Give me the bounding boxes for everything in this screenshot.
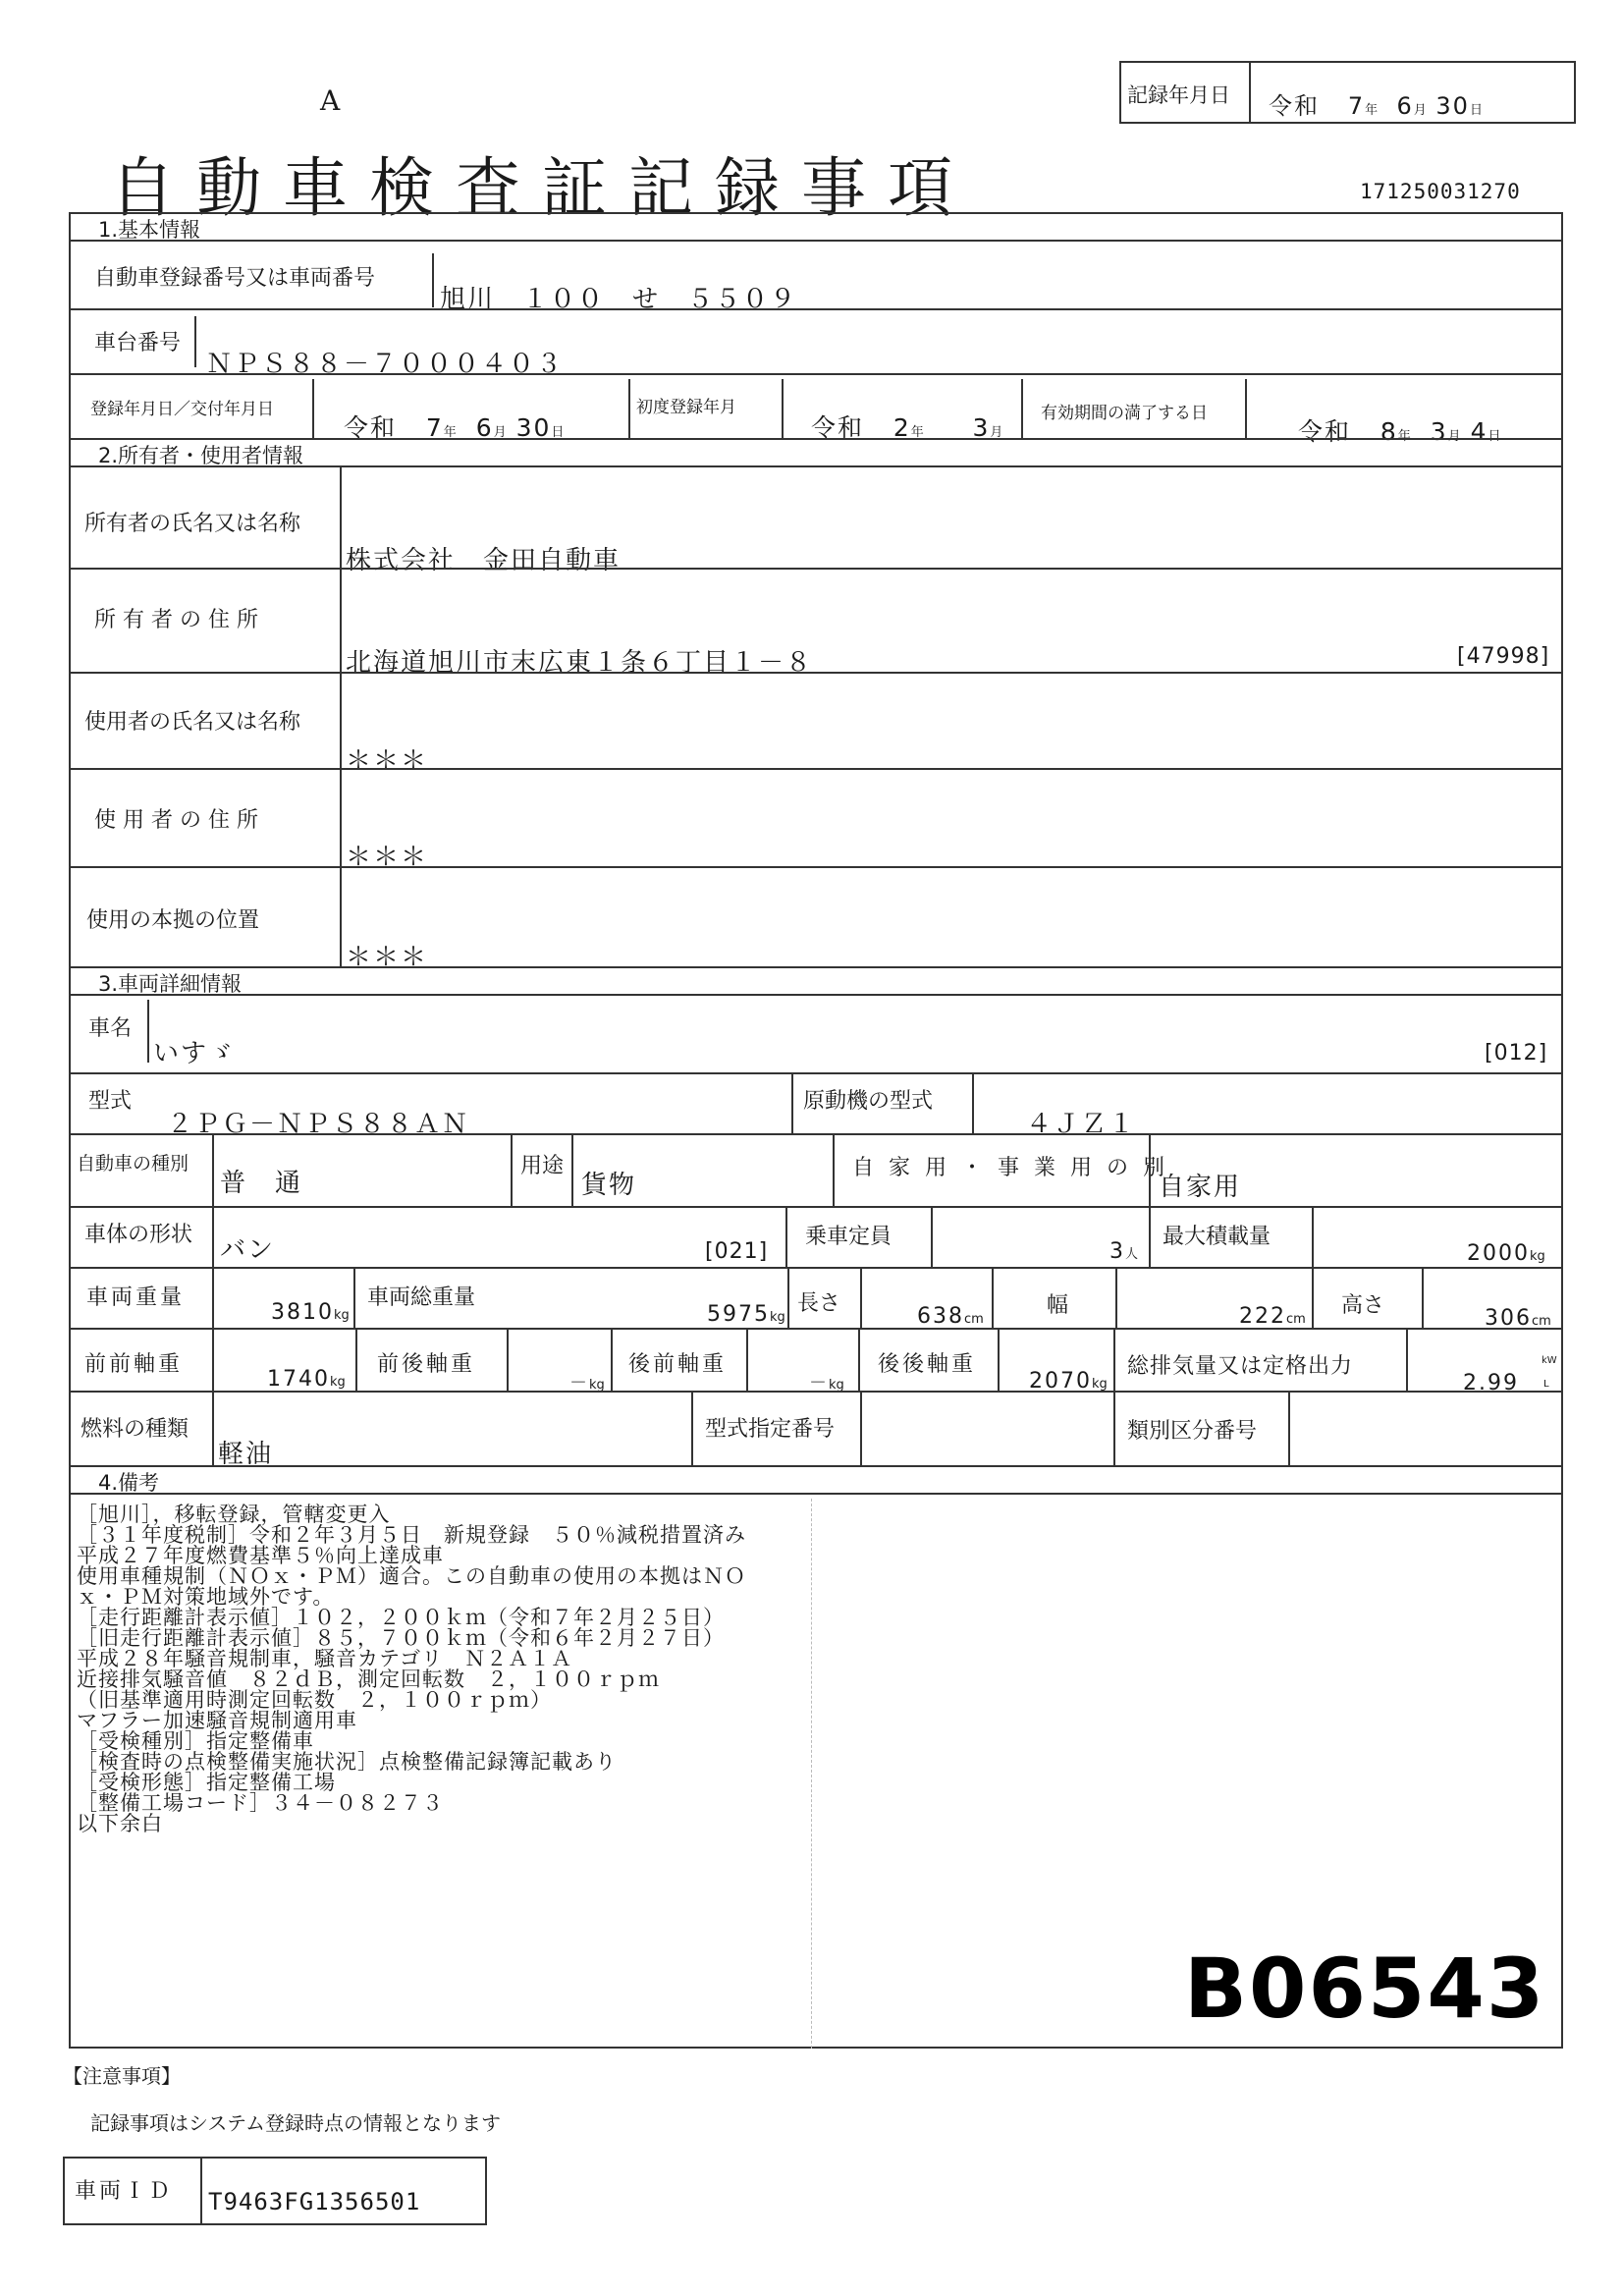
displacement-unit-l: L bbox=[1543, 1379, 1549, 1390]
vehicle-weight-label: 車両重量 bbox=[86, 1285, 186, 1310]
owner-address-label: 所 有 者 の 住 所 bbox=[94, 608, 258, 632]
ff-axle-label: 前前軸重 bbox=[84, 1352, 184, 1377]
remark-line: 平成２７年度燃費基準５％向上達成車 bbox=[77, 1544, 444, 1567]
model-value: ２ＰＧ－ＮＰＳ８８ＡＮ bbox=[167, 1110, 470, 1139]
remark-line: ［走行距離計表示値］１０２，２００ｋｍ（令和７年２月２５日） bbox=[77, 1606, 725, 1629]
vehicle-type-label: 自動車の種別 bbox=[77, 1153, 189, 1175]
fuel-value: 軽油 bbox=[218, 1440, 274, 1469]
user-name-label: 使用者の氏名又は名称 bbox=[84, 710, 301, 735]
engine-model-value: ４ＪＺ１ bbox=[1026, 1110, 1137, 1139]
first-reg-label: 初度登録年月 bbox=[636, 398, 736, 417]
usage-value: 貨物 bbox=[581, 1171, 637, 1200]
expiry-label: 有効期間の満了する日 bbox=[1041, 404, 1208, 423]
record-date-label: 記録年月日 bbox=[1127, 83, 1230, 107]
gross-weight-label: 車両総重量 bbox=[367, 1285, 476, 1310]
car-name-label: 車名 bbox=[88, 1016, 133, 1041]
remark-line: （旧基準適用時測定回転数 ２，１００ｒｐｍ） bbox=[77, 1688, 552, 1712]
capacity-value: 3人 bbox=[1109, 1239, 1139, 1264]
remark-line: 使用車種規制（ＮＯｘ・ＰＭ）適合。この自動車の使用の本拠はＮＯ bbox=[77, 1564, 746, 1588]
remark-line: ［３１年度税制］令和２年３月５日 新規登録 ５０％減税措置済み bbox=[77, 1523, 746, 1547]
remark-line: ｘ・ＰＭ対策地域外です。 bbox=[77, 1585, 335, 1609]
remark-line: 以下余白 bbox=[77, 1812, 163, 1835]
owner-name-label: 所有者の氏名又は名称 bbox=[84, 512, 301, 536]
max-load-value: 2000kg bbox=[1467, 1241, 1545, 1266]
notes-title: 【注意事項】 bbox=[63, 2064, 181, 2088]
corner-letter: A bbox=[320, 84, 341, 117]
user-address-value: ＊＊＊ bbox=[346, 843, 429, 872]
vehicle-id-value: T9463FG1356501 bbox=[208, 2188, 421, 2215]
displacement-label: 総排気量又は定格出力 bbox=[1127, 1354, 1354, 1379]
type-designation-label: 型式指定番号 bbox=[705, 1417, 836, 1442]
fr-axle-value: －kg bbox=[569, 1373, 605, 1394]
height-label: 高さ bbox=[1341, 1293, 1385, 1318]
remark-line: ［検査時の点検整備実施状況］点検整備記録簿記載あり bbox=[77, 1750, 617, 1774]
vehicle-id-label: 車両ＩＤ bbox=[75, 2179, 174, 2204]
gross-weight-value: 5975kg bbox=[707, 1302, 785, 1327]
max-load-label: 最大積載量 bbox=[1163, 1225, 1271, 1249]
owner-address-code: [47998] bbox=[1457, 644, 1550, 669]
model-label: 型式 bbox=[88, 1089, 133, 1114]
base-location-value: ＊＊＊ bbox=[346, 943, 429, 972]
private-business-label: 自 家 用 ・ 事 業 用 の 別 bbox=[852, 1156, 1168, 1180]
stamp-number: B06543 bbox=[1184, 1941, 1546, 2037]
vehicle-type-value: 普 通 bbox=[220, 1169, 303, 1198]
notes-text: 記録事項はシステム登録時点の情報となります bbox=[90, 2111, 501, 2135]
rr-axle-label: 後後軸重 bbox=[878, 1352, 977, 1377]
reg-date-label: 登録年月日／交付年月日 bbox=[90, 400, 274, 419]
car-name-value: いすゞ bbox=[153, 1039, 237, 1068]
fr-axle-label: 前後軸重 bbox=[377, 1352, 476, 1377]
length-label: 長さ bbox=[797, 1291, 841, 1316]
width-label: 幅 bbox=[1047, 1293, 1069, 1318]
category-label: 類別区分番号 bbox=[1127, 1419, 1258, 1444]
user-name-value: ＊＊＊ bbox=[346, 746, 429, 776]
car-name-code: [012] bbox=[1485, 1041, 1548, 1066]
displacement-value: 2.99 bbox=[1463, 1371, 1519, 1395]
private-business-value: 自家用 bbox=[1159, 1173, 1242, 1202]
rf-axle-label: 後前軸重 bbox=[628, 1352, 728, 1377]
reg-date-value: 令和 7年 6月 30日 bbox=[344, 413, 565, 442]
base-location-label: 使用の本拠の位置 bbox=[86, 908, 260, 933]
section-2-title: 2.所有者・使用者情報 bbox=[98, 444, 304, 467]
height-value: 306cm bbox=[1485, 1306, 1551, 1331]
body-shape-label: 車体の形状 bbox=[84, 1223, 193, 1247]
chassis-label: 車台番号 bbox=[94, 331, 182, 355]
body-shape-code: [021] bbox=[705, 1239, 769, 1264]
ff-axle-value: 1740kg bbox=[267, 1367, 346, 1392]
remark-line: ［旭川］，移転登録，管轄変更入 bbox=[77, 1503, 391, 1526]
section-3-title: 3.車両詳細情報 bbox=[98, 972, 243, 996]
section-4-title: 4.備考 bbox=[98, 1471, 160, 1495]
record-date-value: 令和 7年 6月 30日 bbox=[1269, 92, 1483, 120]
section-1-title: 1.基本情報 bbox=[98, 218, 201, 242]
body-shape-value: バン bbox=[220, 1235, 276, 1265]
remark-line: ［旧走行距離計表示値］８５，７００ｋｍ（令和６年２月２７日） bbox=[77, 1626, 725, 1650]
usage-label: 用途 bbox=[520, 1154, 565, 1178]
document-number: 171250031270 bbox=[1360, 180, 1521, 203]
page-title: 自動車検査証記録事項 bbox=[110, 150, 974, 226]
owner-name-value: 株式会社 金田自動車 bbox=[346, 546, 622, 575]
rr-axle-value: 2070kg bbox=[1029, 1369, 1108, 1394]
first-reg-value: 令和 2年 3月 bbox=[811, 413, 1003, 442]
capacity-label: 乗車定員 bbox=[805, 1225, 893, 1249]
vehicle-weight-value: 3810kg bbox=[271, 1300, 350, 1325]
expiry-value: 令和 8年 3月 4日 bbox=[1298, 417, 1501, 446]
length-value: 638cm bbox=[917, 1304, 984, 1329]
remark-line: 近接排気騒音値 ８２ｄＢ，測定回転数 ２，１００ｒｐｍ bbox=[77, 1667, 660, 1691]
remark-line: ［受検種別］指定整備車 bbox=[77, 1729, 314, 1753]
remark-line: マフラー加速騒音規制適用車 bbox=[77, 1709, 357, 1732]
owner-address-value: 北海道旭川市末広東１条６丁目１－８ bbox=[346, 648, 814, 678]
fuel-label: 燃料の種類 bbox=[81, 1417, 189, 1442]
width-value: 222cm bbox=[1239, 1304, 1306, 1329]
reg-number-value: 旭川 １００ せ ５５０９ bbox=[440, 285, 798, 314]
chassis-value: ＮＰＳ８８－７０００４０３ bbox=[206, 350, 565, 379]
displacement-unit-kw: kW bbox=[1542, 1355, 1557, 1366]
user-address-label: 使 用 者 の 住 所 bbox=[94, 808, 258, 833]
remark-line: 平成２８年騒音規制車，騒音カテゴリ Ｎ２Ａ１Ａ bbox=[77, 1647, 573, 1670]
reg-number-label: 自動車登録番号又は車両番号 bbox=[94, 266, 376, 291]
engine-model-label: 原動機の型式 bbox=[803, 1089, 934, 1114]
remark-line: ［整備工場コード］３４－０８２７３ bbox=[77, 1791, 444, 1815]
remark-line: ［受検形態］指定整備工場 bbox=[77, 1771, 336, 1794]
rf-axle-value: －kg bbox=[809, 1373, 844, 1394]
